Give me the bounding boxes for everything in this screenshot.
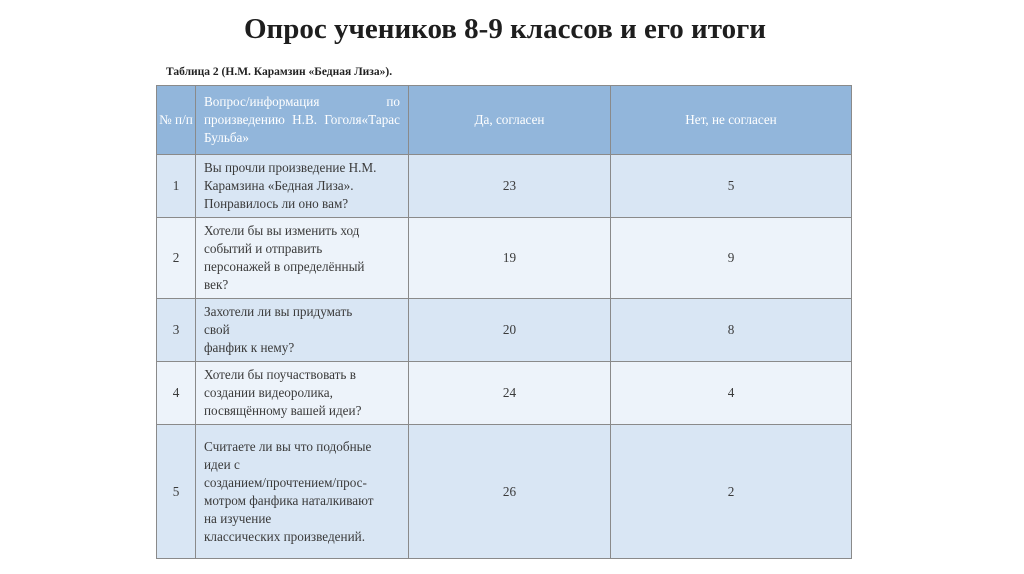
table-row: [157, 362, 852, 425]
row-question: Хотели бы поучаствовать в создании видеоролика, посвящённому вашей идеи?: [196, 362, 409, 425]
row-number: 2: [157, 218, 196, 299]
header-yes: Да, согласен: [409, 86, 611, 155]
row-no-count: 2: [611, 425, 852, 559]
row-number: 1: [157, 155, 196, 218]
row-no-count: 8: [611, 299, 852, 362]
row-number: 4: [157, 362, 196, 425]
row-question: Хотели бы вы изменить ход событий и отправить персонажей в определённый век?: [196, 218, 409, 299]
row-yes-count: 24: [409, 362, 611, 425]
row-no-count: 4: [611, 362, 852, 425]
row-question: Вы прочли произведение Н.М. Карамзина «Бедная Лиза». Понравилось ли оно вам?: [196, 155, 409, 218]
table-row: [157, 155, 852, 218]
row-yes-count: 23: [409, 155, 611, 218]
table-caption: Таблица 2 (Н.М. Карамзин «Бедная Лиза»).: [166, 66, 393, 78]
header-number: № п/п: [157, 86, 196, 155]
row-yes-count: 19: [409, 218, 611, 299]
table-header-row: [157, 86, 852, 155]
row-question: Захотели ли вы придумать свой фанфик к нему?: [196, 299, 409, 362]
slide-title: Опрос учеников 8-9 классов и его итоги: [244, 13, 766, 45]
table-row: [157, 218, 852, 299]
header-question-text: Вопрос/информация по произведению Н.В. Гоголя«Тарас Бульба»: [204, 94, 400, 145]
table-row: [157, 299, 852, 362]
survey-table: [156, 85, 852, 559]
table-row: [157, 425, 852, 559]
row-no-count: 9: [611, 218, 852, 299]
header-no: Нет, не согласен: [611, 86, 852, 155]
row-question: Считаете ли вы что подобные идеи с созданием/прочтением/прос- мотром фанфика наталкивают на изучение классических произведений.: [196, 425, 409, 559]
row-yes-count: 20: [409, 299, 611, 362]
row-number: 5: [157, 425, 196, 559]
header-question: [196, 86, 409, 155]
row-number: 3: [157, 299, 196, 362]
row-yes-count: 26: [409, 425, 611, 559]
row-no-count: 5: [611, 155, 852, 218]
